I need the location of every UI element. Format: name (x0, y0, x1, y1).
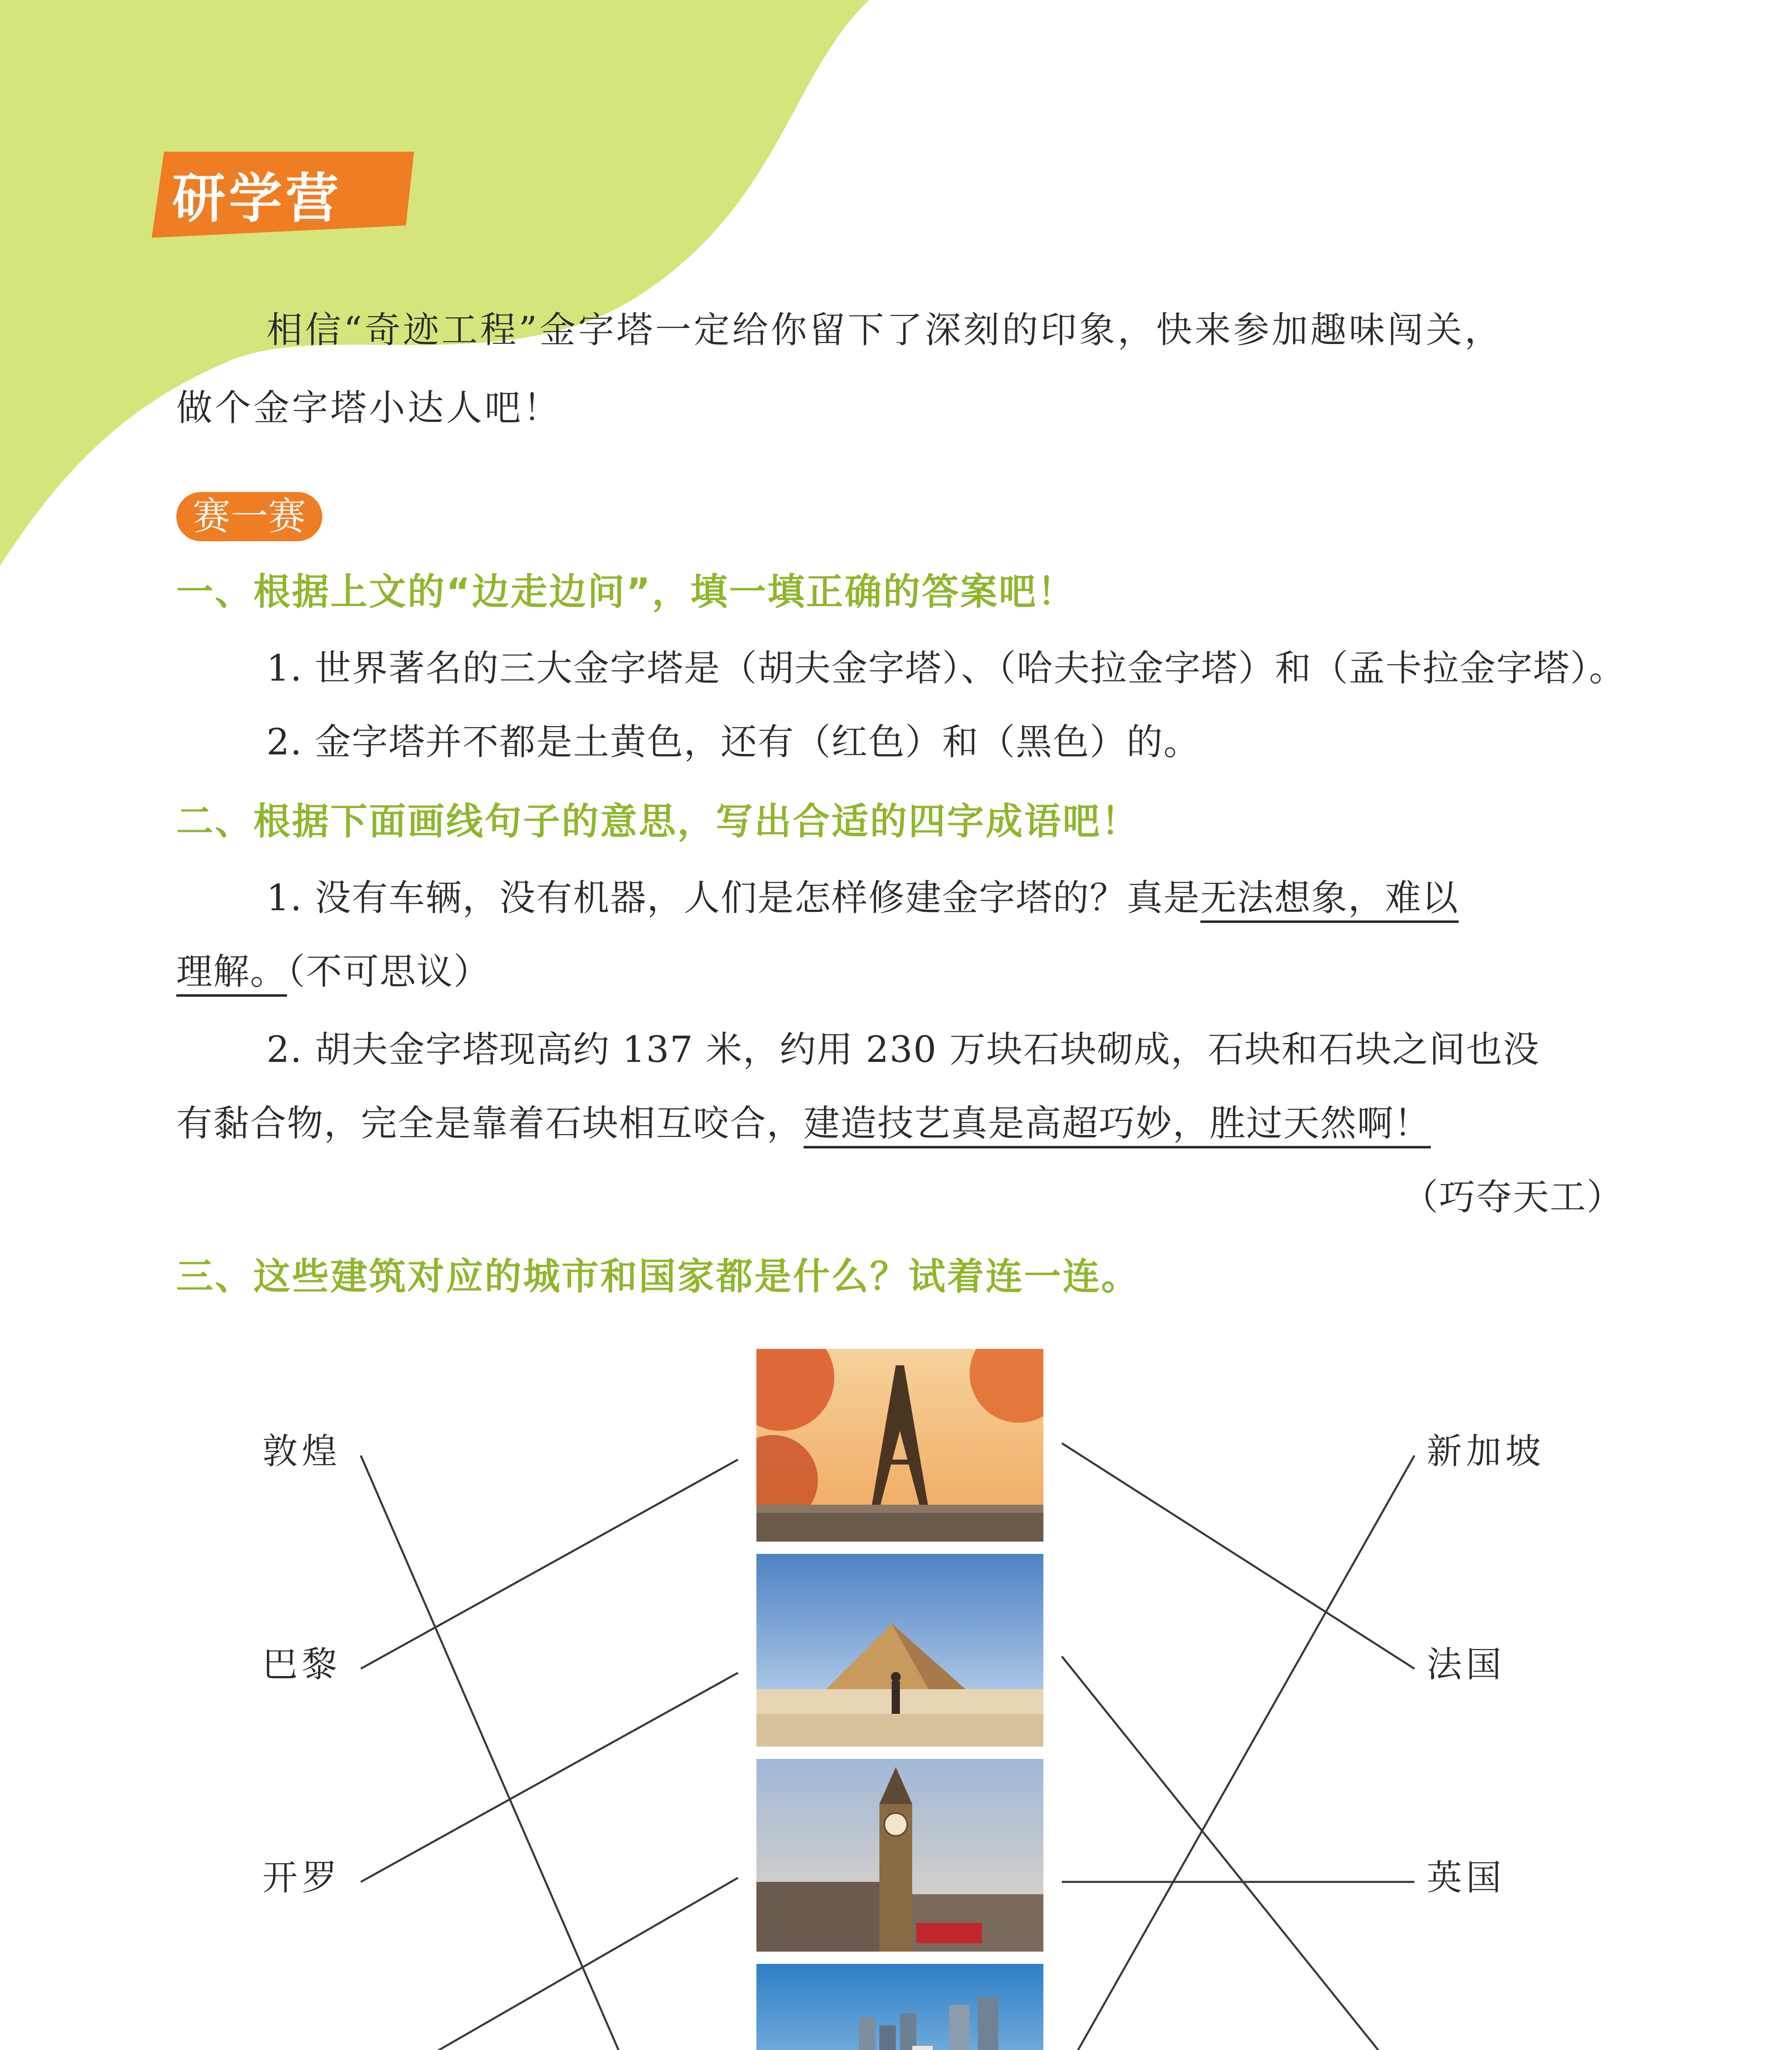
line-paris-eiffel (361, 1460, 738, 1669)
line-dunhuang-mogao (361, 1456, 722, 2050)
city-label-3: 开罗 (262, 1857, 341, 1898)
page-title: 研学营 (172, 167, 342, 230)
q2-prefix: 有黏合物，完全是靠着石块相互咬合， (176, 1102, 804, 1144)
intro-line-1: 相信“奇迹工程”金字塔一定给你留下了深刻的印象，快来参加趣味闯关， (266, 309, 1503, 351)
q2-underlined: 建造技艺真是高超巧妙，胜过天然啊！ (804, 1102, 1431, 1148)
line-cairo-pyramid (361, 1673, 738, 1882)
q1-underlined-2: 理解。 (176, 950, 287, 997)
q1-prefix: 1. 没有车辆，没有机器，人们是怎样修建金字塔的？真是 (266, 877, 1200, 919)
section-1-question-2: 2. 金字塔并不都是土黄色，还有（红色）和（黑色）的。 (266, 721, 1200, 763)
country-label-1: 新加坡 (1427, 1431, 1545, 1472)
line-merlion-singapore (1062, 1456, 1414, 2050)
intro-line-2: 做个金字塔小达人吧！ (176, 387, 562, 429)
section-1-title: 一、根据上文的“边走边问”，填一填正确的答案吧！ (176, 570, 1076, 613)
line-pyramid-egypt (1062, 1656, 1414, 2050)
city-label-1: 敦煌 (262, 1431, 341, 1472)
city-label-2: 巴黎 (262, 1644, 341, 1685)
country-label-2: 法国 (1427, 1644, 1505, 1685)
country-label-3: 英国 (1427, 1857, 1505, 1898)
section-badge: 赛一赛 (176, 492, 322, 541)
section-1-question-1: 1. 世界著名的三大金字塔是（胡夫金字塔）、（哈夫拉金字塔）和（孟卡拉金字塔）。 (266, 647, 1626, 689)
section-3-title: 三、这些建筑对应的城市和国家都是什么？试着连一连。 (176, 1255, 1140, 1298)
line-eiffel-france (1062, 1443, 1414, 1669)
q1-underlined-1: 无法想象，难以 (1200, 877, 1459, 923)
section-2-question-2-line-1: 2. 胡夫金字塔现高约 137 米，约用 230 万块石块砌成，石块和石块之间也没 (266, 1028, 1540, 1071)
q1-answer: （不可思议） (287, 950, 491, 993)
section-2-question-2-answer: （巧夺天工） (1402, 1176, 1624, 1218)
section-2-title: 二、根据下面画线句子的意思，写出合适的四字成语吧！ (176, 800, 1140, 843)
line-london-bigben (361, 1878, 738, 2050)
